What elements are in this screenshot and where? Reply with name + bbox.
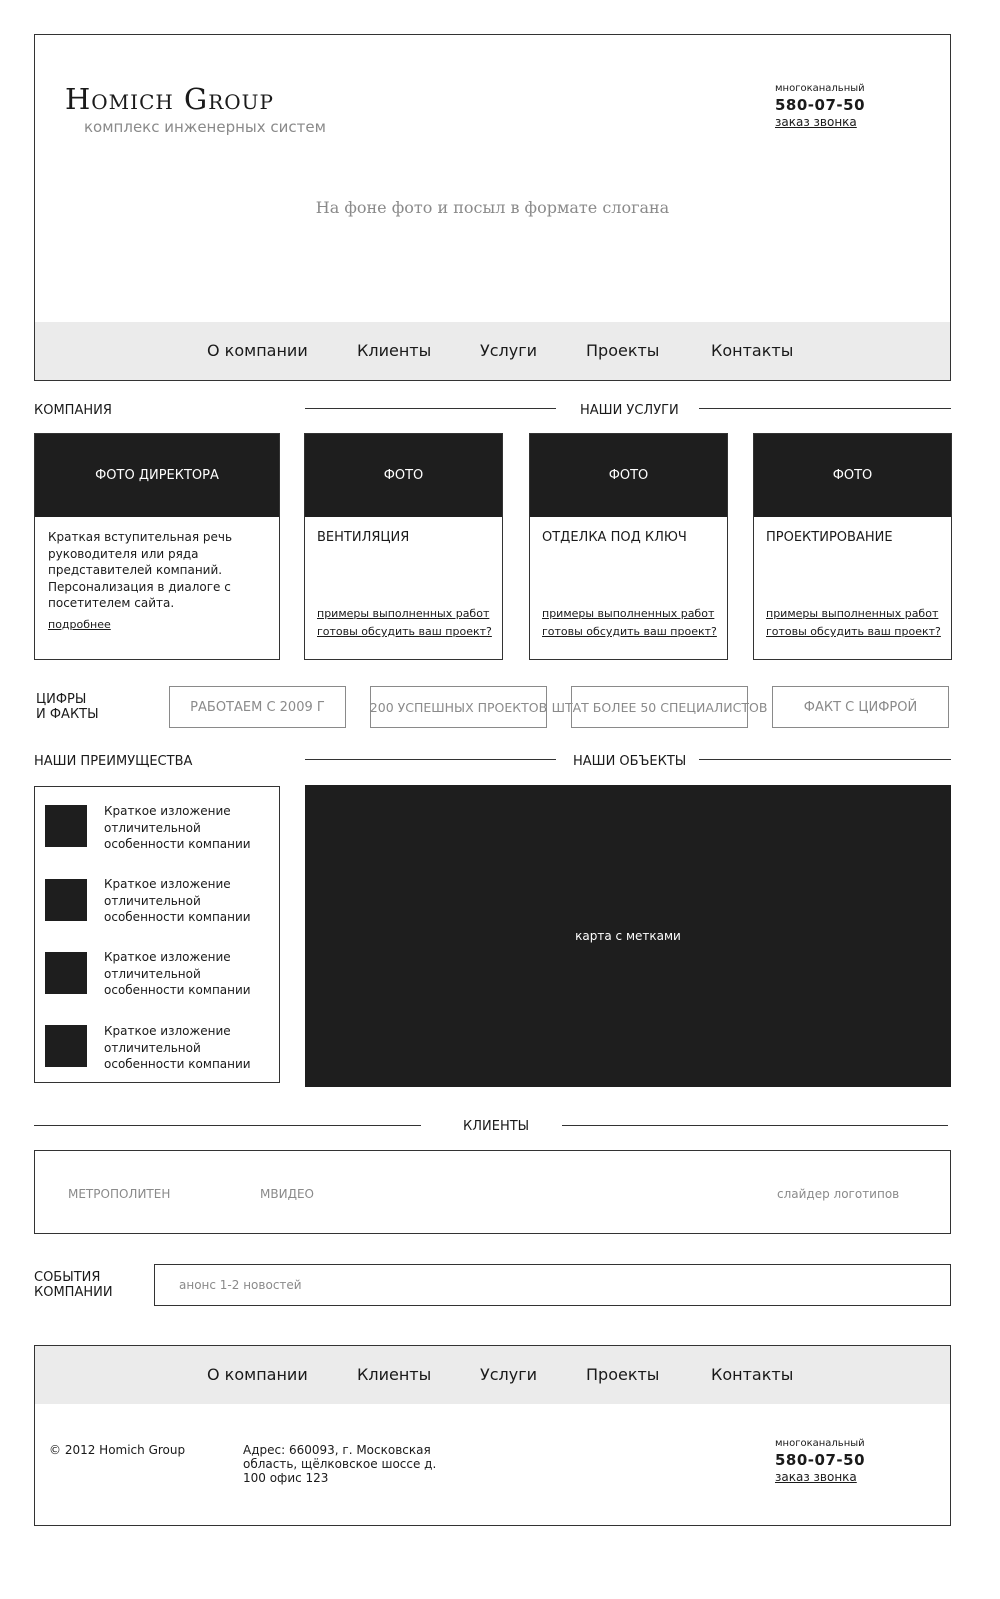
copyright: © 2012 Homich Group <box>49 1443 186 1457</box>
footer-nav-item-about[interactable]: О компании <box>207 1365 308 1384</box>
advantage-text: Краткое изложение отличительной особенности компании <box>104 804 251 851</box>
logo-title[interactable]: Homich Group <box>65 82 274 116</box>
footer-phone-block <box>775 1438 865 1484</box>
fact-box: ФАКТ С ЦИФРОЙ <box>772 686 949 728</box>
examples-link[interactable]: примеры выполненных работ <box>766 607 939 620</box>
divider-line <box>699 759 951 760</box>
advantage-icon <box>45 879 87 921</box>
divider-line <box>34 1125 421 1126</box>
footer-nav <box>35 1346 950 1404</box>
facts-label-line2: И ФАКТЫ <box>36 707 99 722</box>
fact-box: 200 УСПЕШНЫХ ПРОЕКТОВ <box>370 686 547 728</box>
header-phone-block <box>775 83 865 129</box>
service-title: ПРОЕКТИРОВАНИЕ <box>766 530 893 545</box>
client-logo[interactable]: МЕТРОПОЛИТЕН <box>68 1187 171 1201</box>
director-photo: ФОТО ДИРЕКТОРА <box>35 434 279 517</box>
nav-item-contacts[interactable]: Контакты <box>711 341 794 360</box>
nav-item-projects[interactable]: Проекты <box>586 341 660 360</box>
advantage-icon <box>45 952 87 994</box>
top-nav <box>35 322 950 380</box>
phone-label: многоканальный <box>775 83 865 94</box>
footer-phone-number[interactable]: 580-07-50 <box>775 1451 866 1469</box>
divider-line <box>305 759 556 760</box>
advantage-text: Краткое изложение отличительной особенности компании <box>104 877 251 924</box>
footer-nav-item-services[interactable]: Услуги <box>480 1365 538 1384</box>
discuss-project-link[interactable]: готовы обсудить ваш проект? <box>766 625 941 638</box>
news-announcement-box[interactable] <box>154 1264 951 1306</box>
events-label <box>34 1270 113 1300</box>
logo-subtitle: комплекс инженерных систем <box>84 118 326 136</box>
examples-link[interactable]: примеры выполненных работ <box>542 607 715 620</box>
divider-line <box>562 1125 948 1126</box>
nav-item-services[interactable]: Услуги <box>480 341 538 360</box>
address: Адрес: 660093, г. Московская область, щёлковское шоссе д. 100 офис 123 <box>243 1443 437 1485</box>
advantage-text: Краткое изложение отличительной особенности компании <box>104 1024 251 1071</box>
objects-section-title: НАШИ ОБЪЕКТЫ <box>573 754 687 769</box>
service-card-design[interactable] <box>753 433 952 660</box>
read-more-link[interactable]: подробнее <box>48 618 111 631</box>
divider-line <box>305 408 556 409</box>
advantages-section-title: НАШИ ПРЕИМУЩЕСТВА <box>34 754 193 769</box>
services-section-title: НАШИ УСЛУГИ <box>580 403 679 418</box>
service-photo: ФОТО <box>530 434 727 517</box>
footer-nav-item-contacts[interactable]: Контакты <box>711 1365 794 1384</box>
advantage-text: Краткое изложение отличительной особенности компании <box>104 950 251 997</box>
fact-box: ШТАТ БОЛЕЕ 50 СПЕЦИАЛИСТОВ <box>571 686 748 728</box>
nav-item-about[interactable]: О компании <box>207 341 308 360</box>
clients-logo-slider[interactable] <box>34 1150 951 1234</box>
director-card <box>34 433 280 660</box>
advantage-icon <box>45 805 87 847</box>
service-title: ВЕНТИЛЯЦИЯ <box>317 530 410 545</box>
footer-callback-link[interactable]: заказ звонка <box>775 1470 857 1484</box>
service-card-finishing[interactable] <box>529 433 728 660</box>
events-label-line1: СОБЫТИЯ <box>34 1270 101 1285</box>
director-intro-text: Краткая вступительная речь руководителя или ряда представителей компаний. Персонализация в диалоге с посетителем сайта. <box>48 530 233 610</box>
divider-line <box>699 408 951 409</box>
examples-link[interactable]: примеры выполненных работ <box>317 607 490 620</box>
news-placeholder: анонс 1-2 новостей <box>179 1278 302 1292</box>
clients-section-title: КЛИЕНТЫ <box>463 1119 530 1134</box>
advantage-icon <box>45 1025 87 1067</box>
service-title: ОТДЕЛКА ПОД КЛЮЧ <box>542 530 687 545</box>
facts-label-line1: ЦИФРЫ <box>36 692 87 707</box>
fact-box: РАБОТАЕМ С 2009 Г <box>169 686 346 728</box>
phone-number[interactable]: 580-07-50 <box>775 96 866 114</box>
slogan: На фоне фото и посыл в формате слогана <box>315 198 670 217</box>
service-photo: ФОТО <box>754 434 951 517</box>
client-logo[interactable]: МВИДЕО <box>260 1187 314 1201</box>
service-card-ventilation[interactable] <box>304 433 503 660</box>
service-photo: ФОТО <box>305 434 502 517</box>
objects-map[interactable]: карта с метками <box>305 785 951 1087</box>
footer-phone-label: многоканальный <box>775 1438 865 1449</box>
slider-hint: слайдер логотипов <box>777 1187 900 1201</box>
footer-nav-item-clients[interactable]: Клиенты <box>357 1365 432 1384</box>
footer-nav-item-projects[interactable]: Проекты <box>586 1365 660 1384</box>
discuss-project-link[interactable]: готовы обсудить ваш проект? <box>317 625 492 638</box>
events-label-line2: КОМПАНИИ <box>34 1285 113 1300</box>
facts-label <box>36 692 99 722</box>
company-section-title: КОМПАНИЯ <box>34 403 112 418</box>
nav-item-clients[interactable]: Клиенты <box>357 341 432 360</box>
callback-link[interactable]: заказ звонка <box>775 115 857 129</box>
discuss-project-link[interactable]: готовы обсудить ваш проект? <box>542 625 717 638</box>
advantages-list <box>34 786 280 1083</box>
